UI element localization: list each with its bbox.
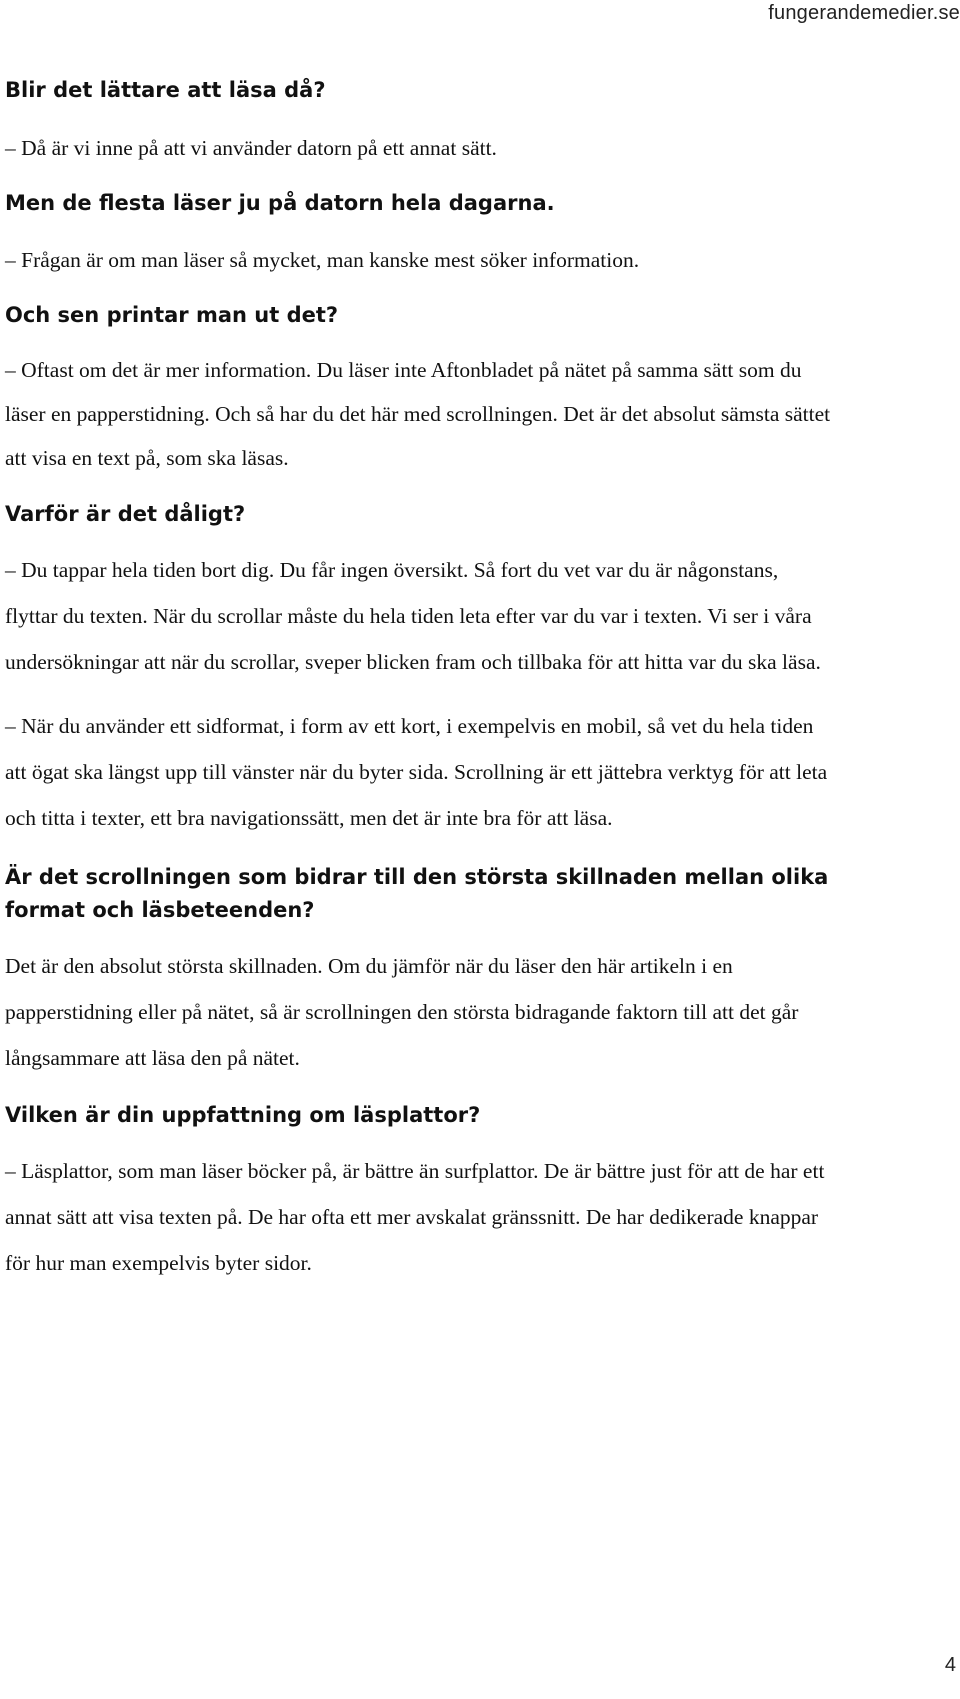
interview-question: Men de flesta läser ju på datorn hela dagarna. — [5, 191, 555, 215]
interview-answer: – När du använder ett sidformat, i form av ett kort, i exempelvis en mobil, så vet du hela tiden att ögat ska längst upp till vänster när du byter sida. Scrollning är ett jättebra verktyg för att leta och titta i texter, ett bra navigationssätt, men det är inte bra för att läsa. — [5, 714, 828, 830]
interview-answer: – Frågan är om man läser så mycket, man kanske mest söker information. — [5, 248, 640, 272]
site-name-header: fungerandemedier.se — [768, 2, 960, 24]
interview-question: Och sen printar man ut det? — [5, 303, 339, 327]
interview-answer: – Du tappar hela tiden bort dig. Du får ingen översikt. Så fort du vet var du är någonstans, flyttar du texten. När du scrollar måste du hela tiden leta efter var du var i texten. Vi ser i våra undersökningar att när du scrollar, sveper blicken fram och tillbaka för att hitta var du ska läsa. — [5, 558, 821, 674]
interview-body — [5, 74, 835, 1286]
interview-question: Är det scrollningen som bidrar till den största skillnaden mellan olika format och läsbeteenden? — [5, 865, 829, 922]
interview-answer: Det är den absolut största skillnaden. Om du jämför när du läser den här artikeln i en papperstidning eller på nätet, så är scrollningen den största bidragande faktorn till att det går långsammare att läsa den på nätet. — [5, 954, 799, 1070]
interview-question: Vilken är din uppfattning om läsplattor? — [5, 1103, 481, 1127]
page-number: 4 — [944, 1654, 956, 1676]
interview-question: Blir det lättare att läsa då? — [5, 78, 326, 102]
interview-answer: – Oftast om det är mer information. Du läser inte Aftonbladet på nätet på samma sätt som du läser en papperstidning. Och så har du det här med scrollningen. Det är det absolut sämsta sättet att visa en text på, som ska läsas. — [5, 358, 831, 470]
interview-answer: – Läsplattor, som man läser böcker på, är bättre än surfplattor. De är bättre just för att de har ett annat sätt att visa texten på. De har ofta ett mer avskalat gränssnitt. De har dedikerade knappar för hur man exempelvis byter sidor. — [5, 1159, 825, 1275]
interview-question: Varför är det dåligt? — [5, 502, 246, 526]
interview-answer: – Då är vi inne på att vi använder datorn på ett annat sätt. — [5, 136, 497, 160]
